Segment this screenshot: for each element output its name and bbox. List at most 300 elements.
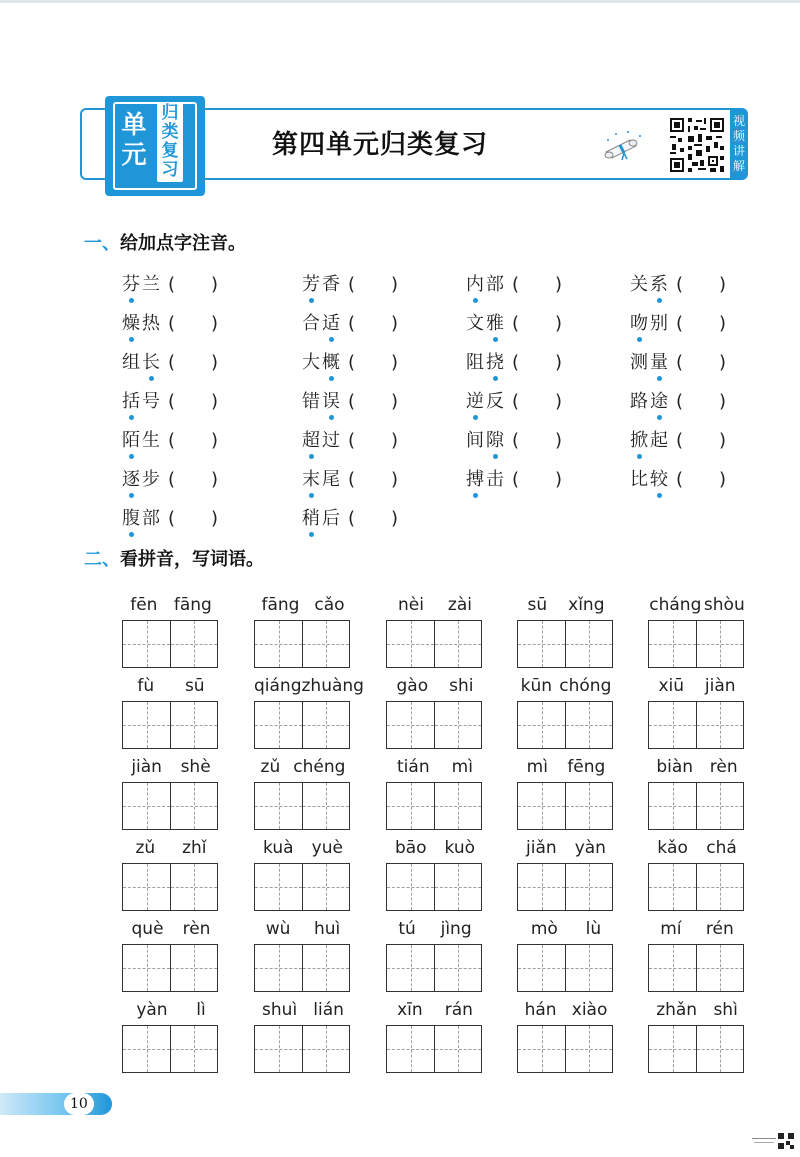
- annotation-item: [630, 350, 726, 376]
- pinyin-word-item: [386, 754, 484, 830]
- pinyin-syllable: tú: [398, 919, 416, 939]
- answer-blank[interactable]: ( ): [348, 313, 399, 334]
- annotation-word: [630, 311, 670, 337]
- pinyin-syllable: rèn: [709, 757, 738, 777]
- pinyin-syllable: chéng: [293, 757, 346, 777]
- annotation-item: [122, 272, 218, 298]
- dotted-character: 长: [142, 350, 162, 376]
- pinyin-syllable: lián: [313, 1000, 344, 1020]
- dotted-character: 较: [650, 467, 670, 493]
- annotation-word: [122, 506, 162, 532]
- character: 间: [466, 430, 486, 451]
- writing-box[interactable]: [255, 945, 302, 991]
- answer-blank[interactable]: ( ): [676, 313, 727, 334]
- annotation-item: [466, 272, 562, 298]
- annotation-word: [302, 467, 342, 493]
- answer-blank[interactable]: ( ): [168, 430, 219, 451]
- pinyin-syllable: fēng: [567, 757, 606, 777]
- pinyin-syllable: jiǎn: [526, 838, 557, 858]
- annotation-word: [630, 389, 670, 415]
- pinyin-word-item: [517, 997, 615, 1073]
- answer-blank[interactable]: ( ): [348, 508, 399, 529]
- pinyin-syllable: gào: [396, 676, 429, 696]
- pinyin-word-item: [648, 754, 746, 830]
- annotation-item: [466, 389, 562, 415]
- page-number-tab: [0, 1093, 112, 1115]
- pinyin-word-item: [517, 673, 615, 749]
- writing-box[interactable]: [170, 702, 217, 748]
- pinyin-syllable: mì: [526, 757, 548, 777]
- character: 兰: [142, 274, 162, 295]
- dotted-character: 末: [302, 467, 322, 493]
- pinyin-word-item: [122, 673, 220, 749]
- answer-blank[interactable]: ( ): [168, 469, 219, 490]
- character: 路: [630, 391, 650, 412]
- writing-grid: [648, 701, 744, 749]
- writing-box[interactable]: [255, 783, 302, 829]
- writing-box[interactable]: [387, 945, 434, 991]
- pinyin-syllable: shè: [180, 757, 211, 777]
- pinyin-syllable: què: [131, 919, 164, 939]
- writing-grid: [517, 1025, 613, 1073]
- writing-box[interactable]: [649, 1026, 696, 1072]
- annotation-item: [302, 389, 398, 415]
- annotation-word: [302, 311, 342, 337]
- dotted-character: 掀: [630, 428, 650, 454]
- pinyin-label: [386, 835, 484, 861]
- writing-box[interactable]: [123, 702, 170, 748]
- writing-grid: [386, 863, 482, 911]
- review-tag-char: 复: [161, 141, 179, 161]
- writing-box[interactable]: [387, 702, 434, 748]
- pinyin-word-item: [254, 997, 352, 1073]
- pinyin-syllable: zhuàng: [301, 676, 364, 696]
- dotted-character: 陌: [122, 428, 142, 454]
- writing-box[interactable]: [518, 621, 565, 667]
- writing-box[interactable]: [434, 864, 481, 910]
- pinyin-syllable: mí: [660, 919, 682, 939]
- pinyin-label: [122, 835, 220, 861]
- pinyin-syllable: zǔ: [135, 838, 156, 858]
- pinyin-syllable: bāo: [394, 838, 427, 858]
- annotation-item: [630, 311, 726, 337]
- pinyin-syllable: sū: [527, 595, 548, 615]
- section-title: 给加点字注音。: [120, 233, 246, 254]
- annotation-item: [122, 506, 218, 532]
- writing-box[interactable]: [255, 864, 302, 910]
- writing-box[interactable]: [696, 1026, 743, 1072]
- pinyin-word-item: [254, 673, 364, 749]
- writing-box[interactable]: [302, 864, 349, 910]
- annotation-word: [302, 506, 342, 532]
- pinyin-label: [648, 916, 746, 942]
- pinyin-word-item: [517, 916, 615, 992]
- writing-box[interactable]: [302, 702, 349, 748]
- writing-box[interactable]: [170, 783, 217, 829]
- pinyin-word-item: [648, 673, 746, 749]
- annotation-item: [466, 428, 562, 454]
- review-tag-char: 习: [161, 160, 179, 180]
- pinyin-syllable: lù: [585, 919, 602, 939]
- pinyin-syllable: wù: [265, 919, 291, 939]
- publisher-mark: [752, 1137, 776, 1145]
- pinyin-syllable: biàn: [656, 757, 694, 777]
- pinyin-word-item: [648, 592, 746, 668]
- pinyin-word-item: [648, 916, 746, 992]
- writing-box[interactable]: [170, 1026, 217, 1072]
- annotation-word: [630, 272, 670, 298]
- dotted-character: 腹: [122, 506, 142, 532]
- answer-blank[interactable]: ( ): [348, 469, 399, 490]
- dotted-character: 挠: [486, 350, 506, 376]
- annotation-word: [302, 272, 342, 298]
- pinyin-word-item: [648, 835, 746, 911]
- writing-box[interactable]: [565, 783, 612, 829]
- pinyin-syllable: shi: [449, 676, 474, 696]
- annotation-item: [302, 467, 398, 493]
- writing-box[interactable]: [696, 621, 743, 667]
- page-title: 第四单元归类复习: [272, 130, 489, 160]
- pinyin-label: [648, 592, 746, 618]
- writing-box[interactable]: [255, 621, 302, 667]
- writing-grid: [122, 620, 218, 668]
- writing-grid: [648, 1025, 744, 1073]
- writing-box[interactable]: [387, 1026, 434, 1072]
- pinyin-syllable: zhǎn: [656, 1000, 698, 1020]
- character: 关: [630, 274, 650, 295]
- annotation-item: [122, 350, 218, 376]
- writing-box[interactable]: [649, 864, 696, 910]
- character: 尾: [322, 469, 342, 490]
- character: 击: [486, 469, 506, 490]
- review-tag-char: 类: [161, 122, 179, 142]
- pinyin-syllable: fāng: [173, 595, 212, 615]
- annotation-item: [302, 311, 398, 337]
- character: 过: [322, 430, 342, 451]
- writing-box[interactable]: [302, 945, 349, 991]
- answer-blank[interactable]: ( ): [676, 274, 727, 295]
- pinyin-label: [386, 916, 484, 942]
- writing-box[interactable]: [565, 702, 612, 748]
- writing-box[interactable]: [123, 783, 170, 829]
- writing-box[interactable]: [696, 864, 743, 910]
- pinyin-word-item: [386, 916, 484, 992]
- page-number: 10: [64, 1093, 94, 1115]
- answer-blank[interactable]: ( ): [676, 352, 727, 373]
- pinyin-syllable: yuè: [311, 838, 343, 858]
- annotation-word: [302, 350, 342, 376]
- annotation-word: [122, 389, 162, 415]
- annotation-word: [466, 311, 506, 337]
- answer-blank[interactable]: ( ): [168, 274, 219, 295]
- writing-box[interactable]: [696, 945, 743, 991]
- writing-grid: [122, 863, 218, 911]
- character: 部: [486, 274, 506, 295]
- character: 组: [122, 352, 142, 373]
- pinyin-syllable: yàn: [574, 838, 606, 858]
- answer-blank[interactable]: ( ): [676, 469, 727, 490]
- pinyin-word-item: [122, 835, 220, 911]
- writing-grid: [254, 944, 350, 992]
- character: 生: [142, 430, 162, 451]
- pinyin-syllable: kūn: [520, 676, 553, 696]
- pinyin-syllable: cháng: [649, 595, 702, 615]
- writing-box[interactable]: [434, 1026, 481, 1072]
- dotted-character: 误: [322, 389, 342, 415]
- writing-box[interactable]: [649, 783, 696, 829]
- writing-box[interactable]: [649, 945, 696, 991]
- annotation-word: [122, 350, 162, 376]
- pinyin-syllable: rán: [444, 1000, 473, 1020]
- writing-box[interactable]: [649, 621, 696, 667]
- writing-box[interactable]: [434, 621, 481, 667]
- writing-box[interactable]: [434, 783, 481, 829]
- annotation-item: [302, 350, 398, 376]
- pinyin-syllable: zhǐ: [182, 838, 207, 858]
- writing-grid: [386, 620, 482, 668]
- writing-grid: [254, 701, 350, 749]
- writing-box[interactable]: [434, 702, 481, 748]
- writing-grid: [122, 1025, 218, 1073]
- pinyin-word-item: [122, 916, 220, 992]
- dotted-character: 适: [322, 311, 342, 337]
- writing-box[interactable]: [302, 783, 349, 829]
- character: 文: [466, 313, 486, 334]
- pinyin-word-item: [648, 997, 746, 1073]
- pinyin-syllable: mì: [451, 757, 473, 777]
- writing-box[interactable]: [518, 783, 565, 829]
- writing-box[interactable]: [565, 864, 612, 910]
- writing-box[interactable]: [565, 621, 612, 667]
- pinyin-syllable: chá: [706, 838, 737, 858]
- character: 阻: [466, 352, 486, 373]
- annotation-item: [302, 428, 398, 454]
- writing-grid: [648, 620, 744, 668]
- writing-box[interactable]: [302, 1026, 349, 1072]
- dotted-character: 搏: [466, 467, 486, 493]
- writing-box[interactable]: [387, 621, 434, 667]
- answer-blank[interactable]: ( ): [512, 313, 563, 334]
- writing-box[interactable]: [123, 1026, 170, 1072]
- dotted-character: 吻: [630, 311, 650, 337]
- section-title: 看拼音，写词语。: [120, 549, 264, 570]
- writing-box[interactable]: [302, 621, 349, 667]
- pinyin-syllable: qiáng: [254, 676, 302, 696]
- pinyin-label: [648, 997, 746, 1023]
- answer-blank[interactable]: ( ): [168, 352, 219, 373]
- writing-box[interactable]: [387, 783, 434, 829]
- pinyin-label: [517, 592, 615, 618]
- answer-blank[interactable]: ( ): [168, 391, 219, 412]
- dotted-character: 隙: [486, 428, 506, 454]
- writing-box[interactable]: [518, 864, 565, 910]
- writing-grid: [517, 944, 613, 992]
- writing-box[interactable]: [565, 945, 612, 991]
- character: 反: [486, 391, 506, 412]
- answer-blank[interactable]: ( ): [512, 430, 563, 451]
- pinyin-syllable: jiàn: [704, 676, 736, 696]
- annotation-word: [630, 350, 670, 376]
- pinyin-syllable: shòu: [703, 595, 745, 615]
- answer-blank[interactable]: ( ): [348, 352, 399, 373]
- writing-box[interactable]: [518, 702, 565, 748]
- annotation-word: [466, 389, 506, 415]
- pinyin-word-item: [254, 916, 352, 992]
- pinyin-syllable: fēn: [130, 595, 158, 615]
- pinyin-label: [648, 673, 746, 699]
- writing-grid: [648, 863, 744, 911]
- answer-blank[interactable]: ( ): [676, 391, 727, 412]
- answer-blank[interactable]: ( ): [348, 430, 399, 451]
- dotted-character: 系: [650, 272, 670, 298]
- answer-blank[interactable]: ( ): [512, 274, 563, 295]
- character: 别: [650, 313, 670, 334]
- pinyin-label: [122, 673, 220, 699]
- writing-box[interactable]: [123, 945, 170, 991]
- annotation-word: [466, 350, 506, 376]
- answer-blank[interactable]: ( ): [676, 430, 727, 451]
- character: 错: [302, 391, 322, 412]
- pinyin-syllable: shì: [713, 1000, 738, 1020]
- annotation-item: [630, 467, 726, 493]
- video-tag-char: 视: [732, 114, 745, 128]
- writing-grid: [517, 782, 613, 830]
- writing-grid: [386, 782, 482, 830]
- pinyin-label: [517, 916, 615, 942]
- writing-grid: [648, 782, 744, 830]
- pinyin-label: [517, 835, 615, 861]
- annotation-item: [466, 350, 562, 376]
- pinyin-syllable: fù: [137, 676, 155, 696]
- section-number: 二、: [84, 549, 120, 570]
- page-top-rule: [0, 0, 800, 3]
- writing-grid: [122, 782, 218, 830]
- dotted-character: 芬: [122, 272, 142, 298]
- writing-box[interactable]: [696, 702, 743, 748]
- pinyin-label: [254, 592, 352, 618]
- answer-blank[interactable]: ( ): [348, 391, 399, 412]
- writing-grid: [122, 701, 218, 749]
- pinyin-word-item: [122, 997, 220, 1073]
- dotted-character: 逐: [122, 467, 142, 493]
- pinyin-word-item: [517, 592, 615, 668]
- pinyin-label: [254, 835, 352, 861]
- pinyin-label: [122, 754, 220, 780]
- small-qr-code-icon: [778, 1133, 794, 1149]
- writing-box[interactable]: [518, 1026, 565, 1072]
- writing-grid: [386, 701, 482, 749]
- writing-box[interactable]: [696, 783, 743, 829]
- writing-grid: [648, 944, 744, 992]
- pinyin-label: [254, 673, 364, 699]
- dotted-character: 芳: [302, 272, 322, 298]
- answer-blank[interactable]: ( ): [348, 274, 399, 295]
- pinyin-syllable: shuì: [262, 1000, 298, 1020]
- pinyin-label: [517, 673, 615, 699]
- annotation-word: [466, 272, 506, 298]
- dotted-character: 逆: [466, 389, 486, 415]
- annotation-item: [122, 311, 218, 337]
- annotation-item: [630, 428, 726, 454]
- writing-box[interactable]: [649, 702, 696, 748]
- writing-grid: [122, 944, 218, 992]
- pinyin-syllable: zài: [447, 595, 472, 615]
- answer-blank[interactable]: ( ): [512, 352, 563, 373]
- answer-blank[interactable]: ( ): [512, 469, 563, 490]
- pinyin-syllable: tián: [397, 757, 430, 777]
- pinyin-syllable: sū: [184, 676, 205, 696]
- writing-box[interactable]: [123, 864, 170, 910]
- annotation-word: [302, 389, 342, 415]
- character: 号: [142, 391, 162, 412]
- writing-box[interactable]: [255, 702, 302, 748]
- section-2-heading: [84, 546, 264, 574]
- annotation-item: [466, 467, 562, 493]
- writing-box[interactable]: [123, 621, 170, 667]
- review-tag: [157, 102, 183, 182]
- pinyin-word-item: [517, 835, 615, 911]
- writing-grid: [517, 701, 613, 749]
- writing-box[interactable]: [387, 864, 434, 910]
- answer-blank[interactable]: ( ): [168, 313, 219, 334]
- pinyin-syllable: jiàn: [131, 757, 162, 777]
- pinyin-syllable: kǎo: [657, 838, 688, 858]
- pinyin-syllable: kuò: [444, 838, 476, 858]
- annotation-item: [122, 428, 218, 454]
- dotted-character: 概: [322, 350, 342, 376]
- writing-grid: [254, 620, 350, 668]
- annotation-word: [302, 428, 342, 454]
- character: 后: [322, 508, 342, 529]
- pinyin-label: [517, 997, 615, 1023]
- scroll-icon: [600, 128, 646, 162]
- annotation-word: [630, 428, 670, 454]
- writing-box[interactable]: [565, 1026, 612, 1072]
- writing-box[interactable]: [434, 945, 481, 991]
- pinyin-label: [254, 916, 352, 942]
- pinyin-syllable: zǔ: [260, 757, 281, 777]
- writing-box[interactable]: [170, 621, 217, 667]
- character: 起: [650, 430, 670, 451]
- video-explanation-tag[interactable]: [730, 110, 748, 178]
- dotted-character: 燥: [122, 311, 142, 337]
- pinyin-syllable: yàn: [136, 1000, 168, 1020]
- pinyin-label: [386, 673, 484, 699]
- answer-blank[interactable]: ( ): [168, 508, 219, 529]
- pinyin-word-item: [517, 754, 615, 830]
- qr-code-icon[interactable]: [668, 116, 726, 174]
- pinyin-word-item: [254, 754, 352, 830]
- annotation-item: [630, 272, 726, 298]
- pinyin-syllable: jìng: [440, 919, 472, 939]
- answer-blank[interactable]: ( ): [512, 391, 563, 412]
- pinyin-syllable: nèi: [397, 595, 424, 615]
- pinyin-syllable: mò: [530, 919, 558, 939]
- writing-box[interactable]: [255, 1026, 302, 1072]
- writing-grid: [386, 944, 482, 992]
- writing-box[interactable]: [518, 945, 565, 991]
- character: 合: [302, 313, 322, 334]
- pinyin-word-item: [122, 592, 220, 668]
- pinyin-syllable: chóng: [559, 676, 612, 696]
- writing-box[interactable]: [170, 864, 217, 910]
- pinyin-word-item: [386, 835, 484, 911]
- annotation-item: [122, 389, 218, 415]
- pinyin-syllable: lì: [196, 1000, 206, 1020]
- dotted-character: 括: [122, 389, 142, 415]
- pinyin-word-item: [386, 673, 484, 749]
- writing-box[interactable]: [170, 945, 217, 991]
